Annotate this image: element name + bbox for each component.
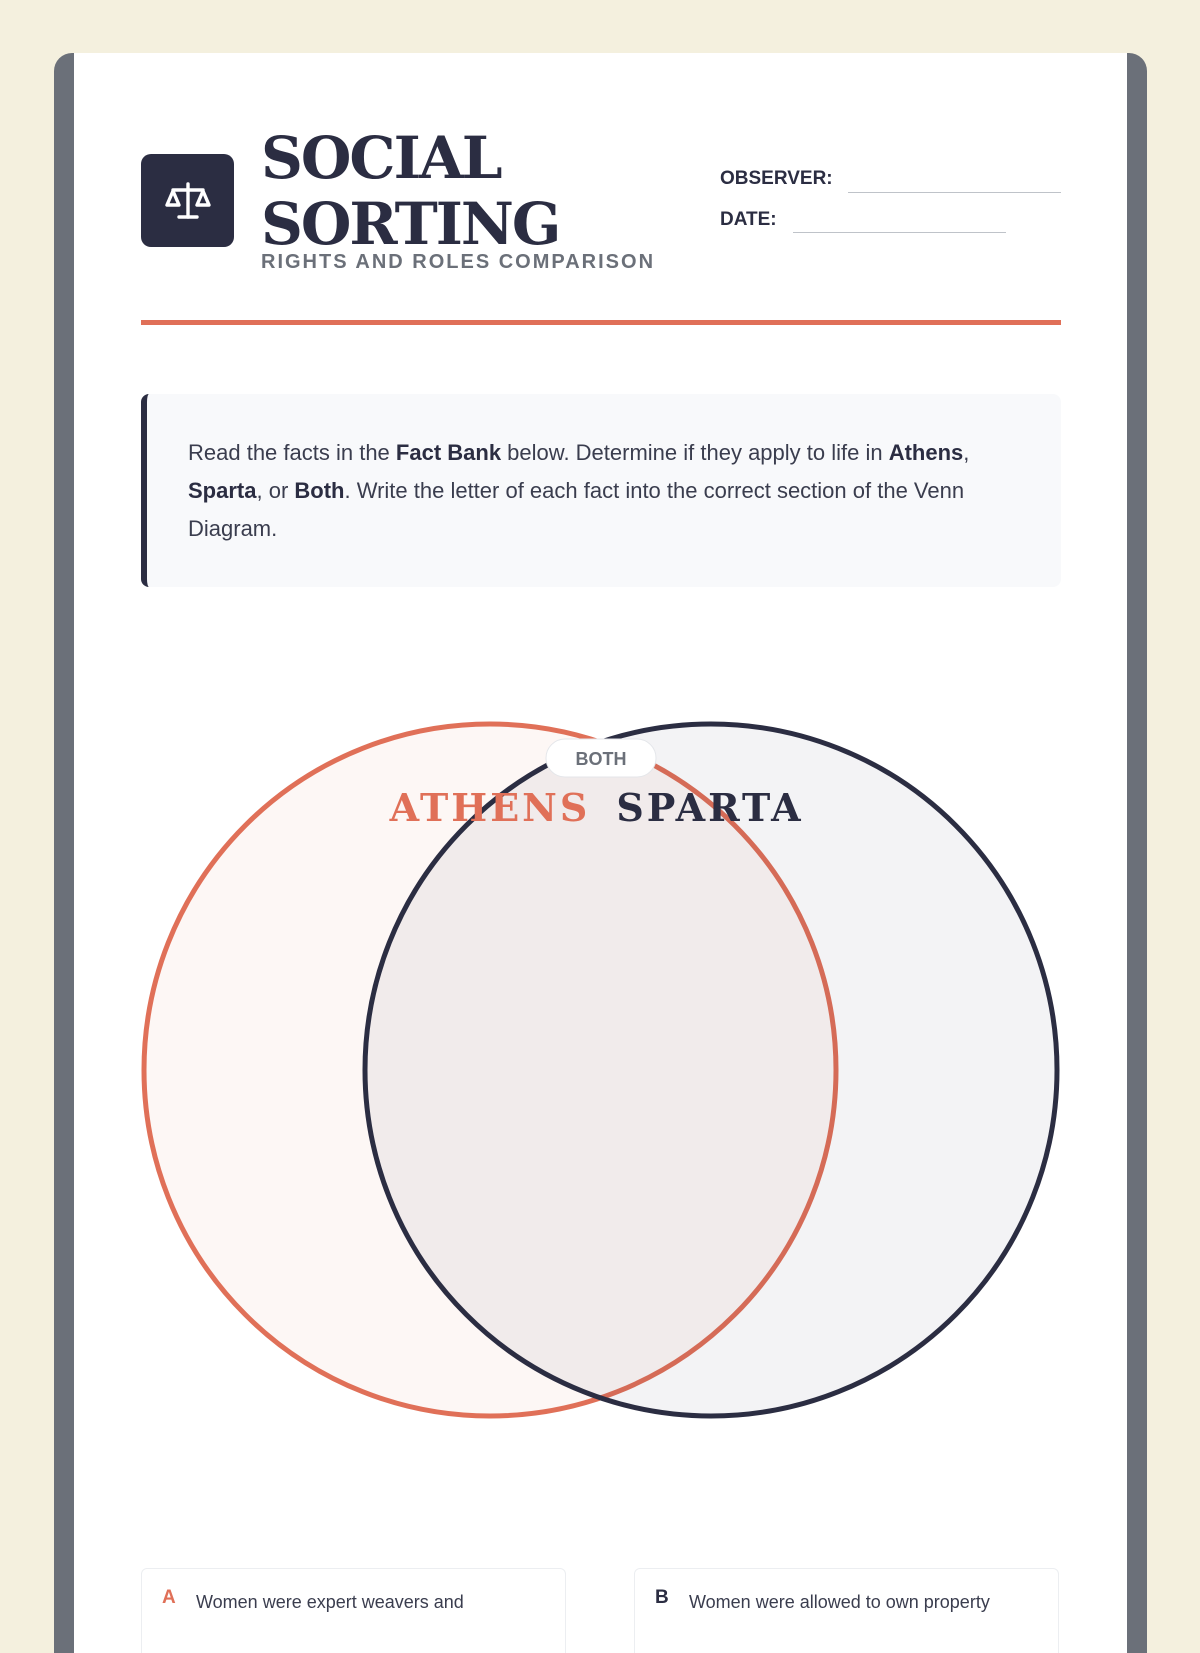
instructions-text: , or	[256, 478, 295, 503]
instructions-athens: Athens	[888, 440, 964, 465]
sparta-label: SPARTA	[616, 785, 804, 830]
both-label: BOTH	[575, 749, 627, 769]
page-subtitle: RIGHTS AND ROLES COMPARISON	[261, 251, 656, 273]
instructions-text: Read the facts in the	[188, 440, 396, 465]
instructions-sparta: Sparta	[188, 478, 257, 503]
athens-label: ATHENS	[389, 785, 591, 830]
worksheet-page	[74, 53, 1127, 1653]
fact-card-a	[141, 1568, 566, 1653]
instructions-text: below. Determine if they apply to life in	[501, 440, 889, 465]
fact-letter: B	[655, 1587, 669, 1608]
venn-diagram	[74, 53, 1127, 1553]
title-line-1: SOCIAL	[261, 124, 501, 192]
title-line-2: SORTING	[261, 190, 560, 258]
fact-text: Women were allowed to own property	[689, 1592, 990, 1612]
observer-label: OBSERVER:	[720, 168, 833, 189]
date-label: DATE:	[720, 209, 777, 230]
fact-card-b	[634, 1568, 1059, 1653]
worksheet-frame	[54, 53, 1147, 1653]
fact-text: Women were expert weavers and	[196, 1592, 464, 1612]
instructions-text: . Write the letter of each fact into the correct section of the Venn Diagram.	[188, 478, 965, 541]
instructions-text: ,	[963, 440, 970, 465]
instructions-fact-bank: Fact Bank	[395, 440, 502, 465]
fact-letter: A	[162, 1587, 176, 1608]
instructions-both: Both	[294, 478, 345, 503]
